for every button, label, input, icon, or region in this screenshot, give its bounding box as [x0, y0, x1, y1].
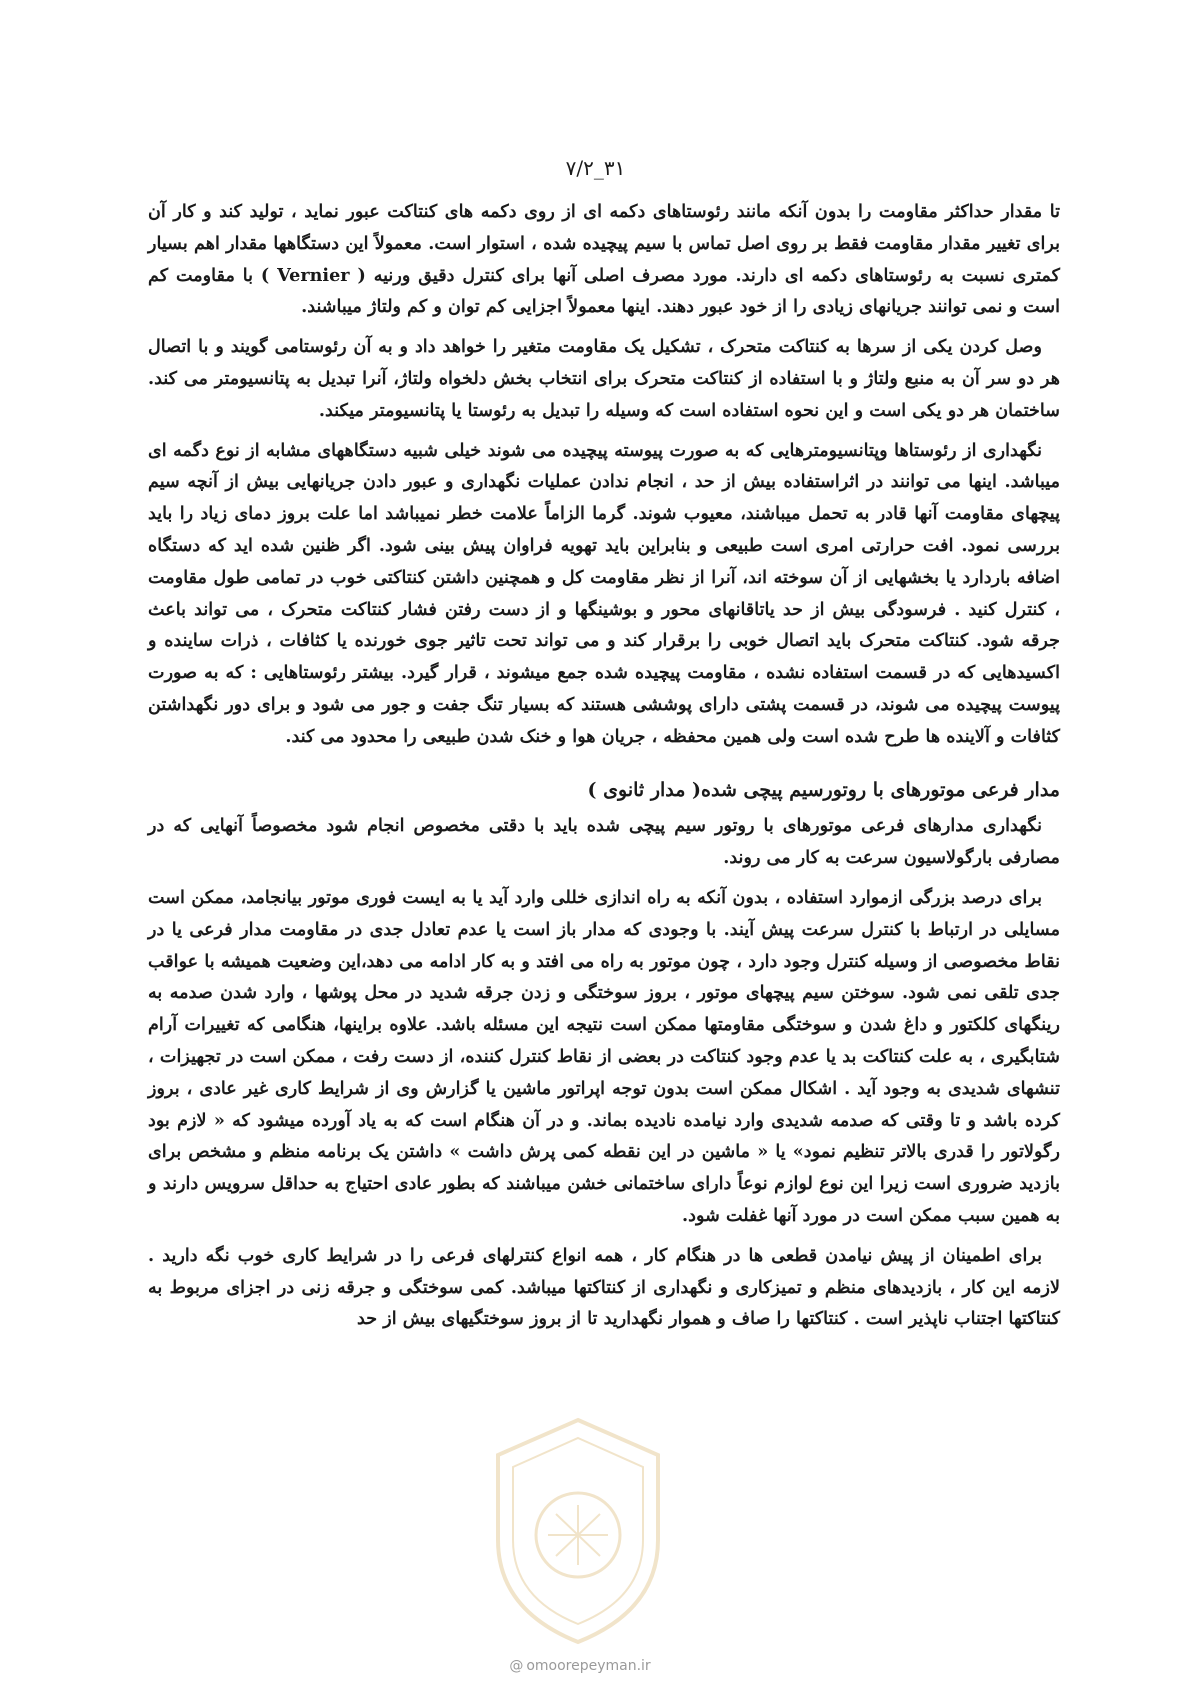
paragraph: برای اطمینان از پیش نیامدن قطعی ها در هنگام کار ، همه انواع کنترلهای فرعی را در شرایط کاری خوب نگه دارید . لازمه این کار ، بازدیدهای منظم و تمیزکاری و نگهداری از کنتاکتها میباشد. کمی سوختگی و جرقه زنی در اجزای مربوط به کنتاکتها اجتناب ناپذیر است . کنتاکتها را صاف و هموار نگهدارید تا از بروز سوختگیهای بیش از حد	[148, 1244, 1060, 1330]
page-number: ۷/۲_۳۱	[565, 156, 626, 180]
at-icon: @	[509, 1658, 524, 1674]
paragraph: وصل کردن یکی از سرها به کنتاکت متحرک ، تشکیل یک مقاومت متغیر را خواهد داد و به آن رئوستامی گویند و با اتصال هر دو سر آن به منبع ولتاژ و با استفاده از کنتاکت متحرک برای انتخاب بخش دلخواه ولتاژ، آنرا تبدیل به پتانسیومتر می کند. ساختمان هر دو یکی است و این نحوه استفاده است که وسیله را تبدیل به رئوستا یا پتانسیومتر میکند.	[148, 336, 1060, 421]
footer-url-text: omoorepeyman.ir	[526, 1658, 651, 1674]
footer-website	[470, 1658, 690, 1674]
seal-watermark-icon	[478, 1410, 678, 1650]
section-heading: مدار فرعی موتورهای با روتورسیم پیچی شده( مدار ثانوی )	[587, 778, 1060, 801]
paragraph: نگهداری مدارهای فرعی موتورهای با روتور سیم پیچی شده باید با دقتی مخصوص انجام شود مخصوصاً آنهایی که در مصارفی بارگولاسیون سرعت به کار می روند.	[148, 815, 1060, 869]
paragraph: برای درصد بزرگی ازموارد استفاده ، بدون آنکه به راه اندازی خللی وارد آید یا به ایست فوری موتور بیانجامد، ممکن است مسایلی در ارتباط با کنترل سرعت پیش آیند. با وجودی که مدار باز است یا عدم تعادل جدی در مقاومت مدار فرعی یا در نقاط مخصوصی از وسیله کنترل وجود دارد ، چون موتور به راه می افتد و به کار ادامه می دهد،این وضعیت همیشه با عواقب جدی تلقی نمی شود. سوختن سیم پیچهای موتور ، بروز سوختگی و زدن جرقه شدید در محل پوشها ، وارد شدن صدمه به رینگهای کلکتور و داغ شدن و سوختگی مقاومتها ممکن است نتیجه این مسئله باشد. علاوه براینها، هنگامی که تغییرات آرام شتابگیری ، به علت کنتاکت بد یا عدم وجود کنتاکت در بعضی از نقاط کنترل کننده، از دست رفت ، ممکن است در تجهیزات ، تنشهای شدیدی به وجود آید . اشکال ممکن است بدون توجه اپراتور ماشین یا گزارش وی از شرایط کاری غیر عادی ، بروز کرده باشد و تا وقتی که صدمه شدیدی وارد نیامده نادیده بماند. و در آن هنگام است که به یاد آورده میشود که « لازم بود رگولاتور را قدری بالاتر تنظیم نمود» یا « ماشین در این نقطه کمی پرش داشت » داشتن یک برنامه منظم و مشخص برای بازدید ضروری است زیرا این نوع لوازم نوعاً دارای ساختمانی خشن میباشند که بطور عادی احتیاج به حداقل سرویس دارند و به همین سبب ممکن است در مورد آنها غفلت شود.	[148, 886, 1060, 1226]
paragraph: نگهداری از رئوستاها وپتانسیومترهایی که به صورت پیوسته پیچیده می شوند خیلی شبیه دستگاههای مشابه از نوع دگمه ای میباشد. اینها می توانند در اثراستفاده بیش از حد ، انجام ندادن عملیات نگهداری و عبور دادن جریانهایی بیش از آنچه سیم پیچهای مقاومت آنها قادر به تحمل میباشند، معیوب شوند. گرما الزاماً علامت خطر نمیباشد اما علت بروز دمای زیاد را باید بررسی نمود. افت حرارتی امری است طبیعی و بنابراین باید تهویه فراوان پیش بینی شود. اگر ظنین شده اید که دستگاه اضافه باردارد یا بخشهایی از آن سوخته اند، آنرا از نظر مقاومت کل و همچنین داشتن کنتاکتی خوب در تمامی طول مقاومت ، کنترل کنید . فرسودگی بیش از حد یاتاقانهای محور و بوشینگها و از دست رفتن فشار کنتاکت متحرک ، می تواند باعث جرقه شود. کنتاکت متحرک باید اتصال خوبی را برقرار کند و می تواند تحت تاثیر جوی خورنده یا کثافات ، ذرات ساینده و اکسیدهایی که در قسمت استفاده نشده ، مقاومت پیچیده شده جمع میشوند ، قرار گیرد. بیشتر رئوستاهایی : که به صورت پیوست پیچیده می شوند، در قسمت پشتی دارای پوششی هستند که بسیار تنگ جفت و جور می شود و برای دور نگهداشتن کثافات و آلاینده ها طرح شده است ولی همین محفظه ، جریان هوا و خنک شدن طبیعی را محدود می کند.	[148, 439, 1060, 747]
paragraph: تا مقدار حداکثر مقاومت را بدون آنکه مانند رئوستاهای دکمه ای از روی دکمه های کنتاکت عبور نماید ، تولید کند و کار آن برای تغییر مقدار مقاومت فقط بر روی اصل تماس با سیم پیچیده شده ، استوار است. معمولاً این دستگاهها مقدار اهم بسیار کمتری نسبت به رئوستاهای دکمه ای دارند. مورد مصرف اصلی آنها برای کنترل دقیق ورنیه ( Vernier ) با مقاومت کم است و نمی توانند جریانهای زیادی را از خود عبور دهند. اینها معمولاً اجزایی کم توان و کم ولتاژ میباشند.	[148, 201, 1060, 318]
document-body	[148, 196, 1060, 1343]
